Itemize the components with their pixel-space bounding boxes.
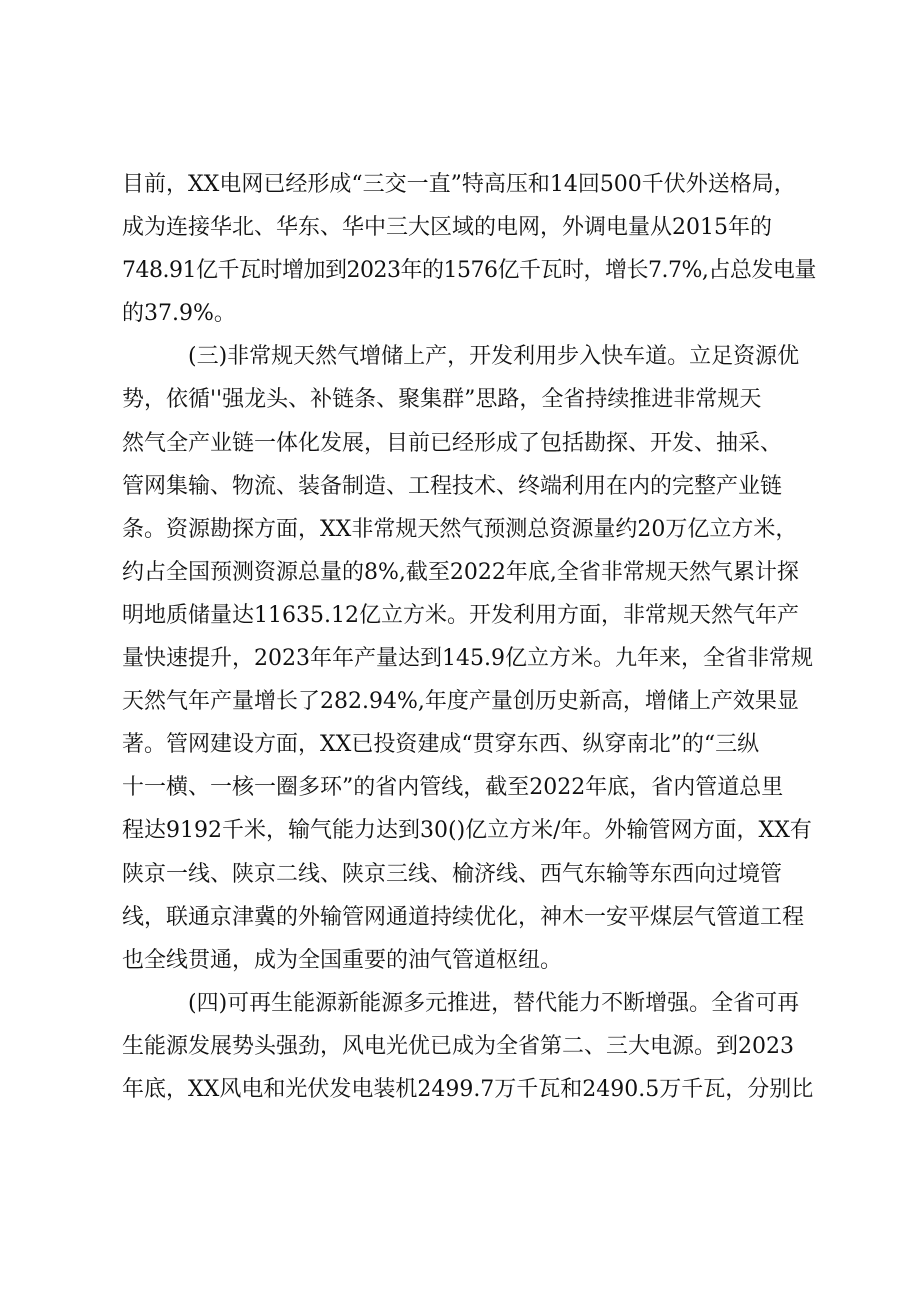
line-text: 的37.9%。 [122, 301, 236, 327]
text-line [122, 163, 822, 206]
line-text: (三)非常规天然气增储上产，开发利用步入快车道。立足资源优 [188, 344, 800, 370]
line-text: 量快速提升，2023年年产量达到145.9亿立方米。九年来，全省非常规 [122, 646, 813, 672]
line-text: 明地质储量达11635.12亿立方米。开发利用方面，非常规天然气年产 [122, 602, 799, 628]
text-line [122, 1068, 822, 1111]
document-body [122, 163, 822, 1111]
line-text: 十一横、一核一圈多环”的省内管线，截至2022年底，省内管道总里 [122, 775, 784, 801]
text-line [122, 292, 822, 335]
line-text: 管网集输、物流、装备制造、工程技术、终端利用在内的完整产业链 [122, 473, 783, 499]
line-text: 也全线贯通，成为全国重要的油气管道枢纽。 [122, 947, 563, 973]
paragraph-heading-line [122, 335, 822, 378]
text-line [122, 1025, 822, 1068]
text-line [122, 766, 822, 809]
text-line [122, 809, 822, 852]
text-line [122, 594, 822, 637]
line-text: 成为连接华北、华东、华中三大区域的电网，外调电量从2015年的 [122, 215, 772, 241]
text-line [122, 206, 822, 249]
text-line [122, 508, 822, 551]
line-text: 条。资源勘探方面，XX非常规天然气预测总资源量约20万亿立方米， [122, 516, 798, 542]
line-text: 线，联通京津冀的外输管网通道持续优化，神木一安平煤层气管道工程 [122, 904, 805, 930]
line-text: (四)可再生能源新能源多元推进，替代能力不断增强。全省可再 [188, 990, 800, 1016]
line-text: 年底，XX风电和光伏发电装机2499.7万千瓦和2490.5万千瓦，分别比 [122, 1076, 814, 1102]
text-line [122, 853, 822, 896]
text-line [122, 551, 822, 594]
line-text: 著。管网建设方面，XX已投资建成“贯穿东西、纵穿南北”的“三纵 [122, 732, 760, 758]
line-text: 势，依循''强龙头、补链条、聚集群”思路，全省持续推进非常规天 [122, 387, 762, 413]
line-text: 目前，XX电网已经形成“三交一直”特高压和14回500千伏外送格局， [122, 172, 796, 197]
text-line [122, 896, 822, 939]
text-line [122, 422, 822, 465]
paragraph-heading-line [122, 982, 822, 1025]
text-line [122, 637, 822, 680]
line-text: 天然气年产量增长了282.94%,年度产量创历史新高，增储上产效果显 [122, 689, 799, 715]
line-text: 程达9192千米，输气能力达到30()亿立方米/年。外输管网方面，XX有 [122, 818, 812, 844]
text-line [122, 378, 822, 421]
text-line [122, 723, 822, 766]
text-line [122, 249, 822, 292]
line-text: 约占全国预测资源总量的8%,截至2022年底,全省非常规天然气累计探 [122, 559, 799, 585]
line-text: 生能源发展势头强劲，风电光优已成为全省第二、三大电源。到2023 [122, 1033, 794, 1059]
line-text: 748.91亿千瓦时增加到2023年的1576亿千瓦时，增长7.7%,占总发电量 [122, 258, 816, 284]
text-line [122, 680, 822, 723]
line-text: 陕京一线、陕京二线、陕京三线、榆济线、西气东输等东西向过境管 [122, 861, 783, 887]
text-line [122, 939, 822, 982]
line-text: 然气全产业链一体化发展，目前已经形成了包括勘探、开发、抽采、 [122, 430, 783, 456]
text-line [122, 465, 822, 508]
